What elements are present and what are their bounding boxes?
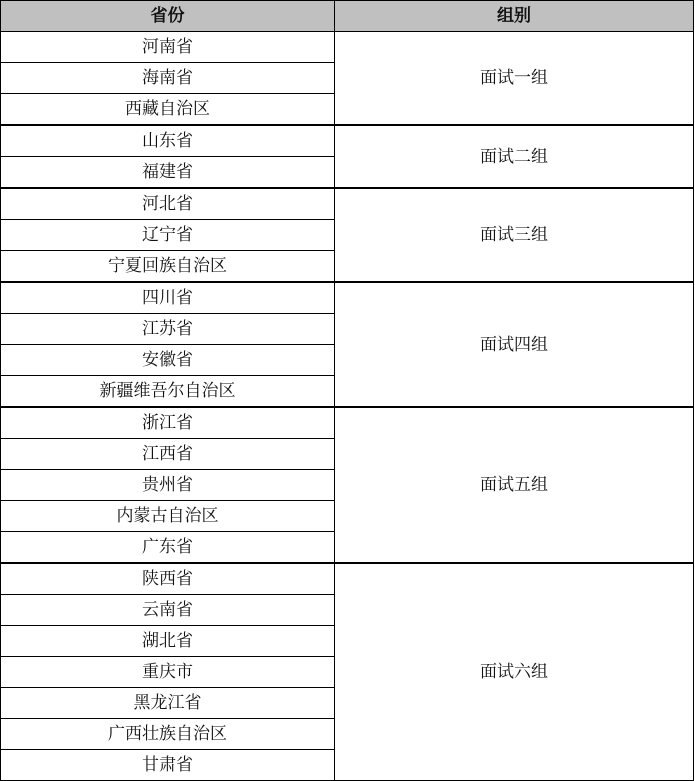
table-row <box>1 32 694 63</box>
province-cell[interactable]: 重庆市 <box>1 657 335 688</box>
province-cell[interactable]: 贵州省 <box>1 470 335 501</box>
province-cell[interactable]: 江苏省 <box>1 314 335 345</box>
province-cell[interactable]: 广西壮族自治区 <box>1 719 335 750</box>
group-cell[interactable]: 面试四组 <box>335 282 694 407</box>
province-cell[interactable]: 河南省 <box>1 32 335 63</box>
province-cell[interactable]: 广东省 <box>1 532 335 564</box>
province-cell[interactable]: 陕西省 <box>1 563 335 595</box>
table-row <box>1 125 694 157</box>
table-body <box>1 32 694 781</box>
province-cell[interactable]: 江西省 <box>1 439 335 470</box>
province-cell[interactable]: 云南省 <box>1 595 335 626</box>
group-cell[interactable]: 面试六组 <box>335 563 694 781</box>
province-cell[interactable]: 西藏自治区 <box>1 94 335 126</box>
group-cell[interactable]: 面试三组 <box>335 188 694 282</box>
province-cell[interactable]: 新疆维吾尔自治区 <box>1 376 335 408</box>
header-province[interactable]: 省份 <box>1 1 335 32</box>
group-cell[interactable]: 面试二组 <box>335 125 694 188</box>
province-cell[interactable]: 内蒙古自治区 <box>1 501 335 532</box>
province-cell[interactable]: 甘肃省 <box>1 750 335 781</box>
province-cell[interactable]: 湖北省 <box>1 626 335 657</box>
province-cell[interactable]: 河北省 <box>1 188 335 220</box>
province-cell[interactable]: 福建省 <box>1 157 335 189</box>
header-group[interactable]: 组别 <box>335 1 694 32</box>
province-cell[interactable]: 辽宁省 <box>1 220 335 251</box>
province-cell[interactable]: 四川省 <box>1 282 335 314</box>
table-row <box>1 563 694 595</box>
table-row <box>1 282 694 314</box>
table-row <box>1 188 694 220</box>
table-row <box>1 407 694 439</box>
province-cell[interactable]: 山东省 <box>1 125 335 157</box>
province-cell[interactable]: 浙江省 <box>1 407 335 439</box>
group-cell[interactable]: 面试一组 <box>335 32 694 126</box>
group-cell[interactable]: 面试五组 <box>335 407 694 563</box>
province-cell[interactable]: 海南省 <box>1 63 335 94</box>
province-cell[interactable]: 安徽省 <box>1 345 335 376</box>
header-row <box>1 1 694 32</box>
province-cell[interactable]: 黑龙江省 <box>1 688 335 719</box>
province-cell[interactable]: 宁夏回族自治区 <box>1 251 335 283</box>
